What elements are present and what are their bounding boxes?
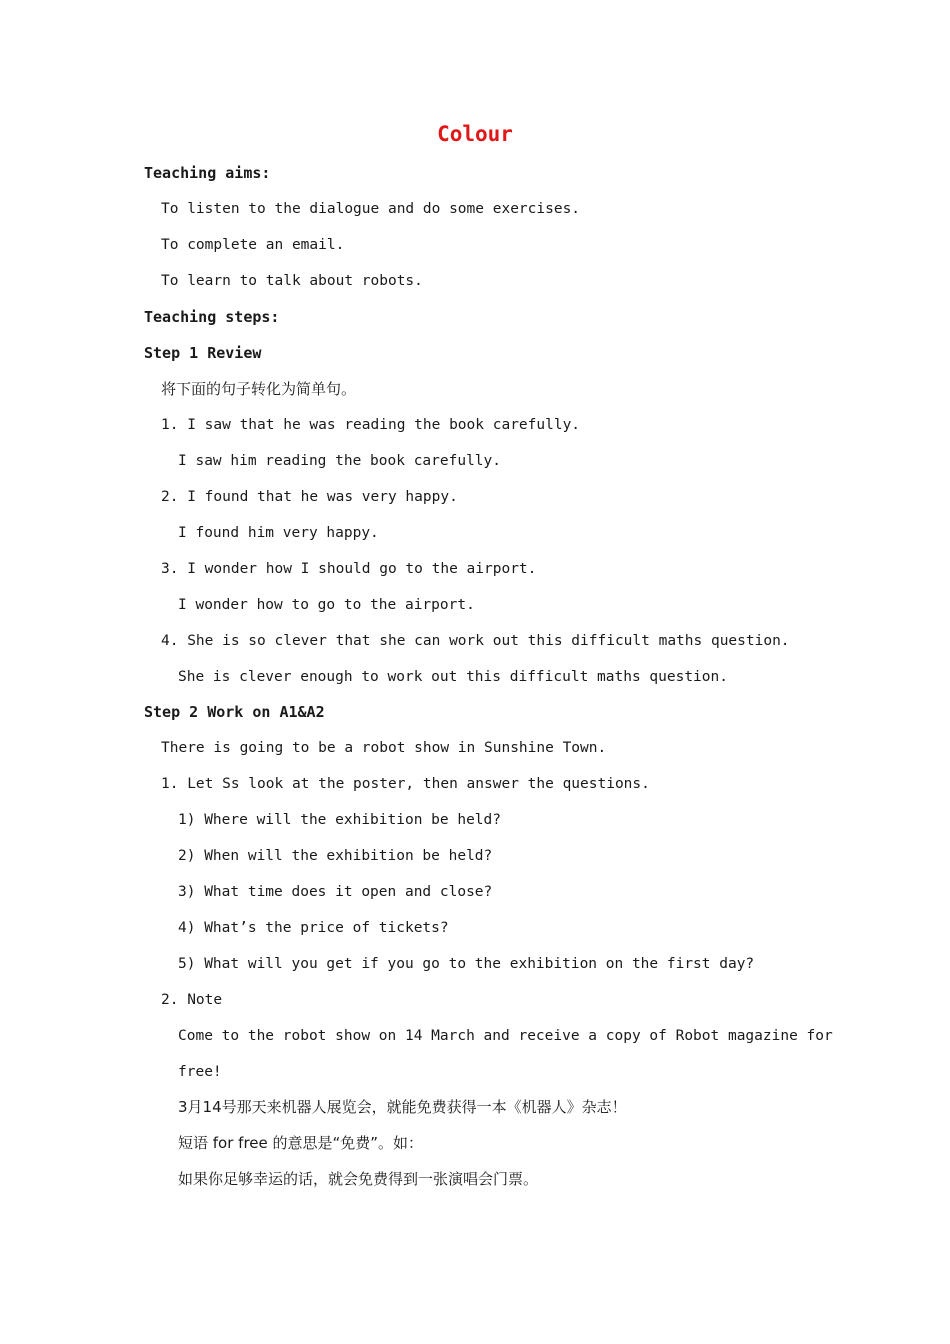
review-answer: I wonder how to go to the airport. [178, 597, 475, 613]
step2-task: 2. Note [161, 992, 223, 1008]
review-question: 4. She is so clever that she can work out this difficult maths question. [161, 633, 790, 649]
review-question: 1. I saw that he was reading the book carefully. [161, 417, 581, 433]
poster-question: 2) When will the exhibition be held? [178, 848, 493, 864]
page-title: Colour [437, 122, 513, 146]
note-text-chinese: 短语 for free 的意思是“免费”。如： [178, 1134, 424, 1152]
note-text: free! [178, 1064, 222, 1080]
step1-instruction: 将下面的句子转化为简单句。 [161, 380, 357, 398]
poster-question: 1) Where will the exhibition be held? [178, 812, 502, 828]
steps-heading: Teaching steps: [144, 308, 280, 326]
review-answer: I saw him reading the book carefully. [178, 453, 502, 469]
step2-task: 1. Let Ss look at the poster, then answer the questions. [161, 776, 650, 792]
note-text: Come to the robot show on 14 March and receive a copy of Robot magazine for [178, 1028, 833, 1044]
review-answer: I found him very happy. [178, 525, 379, 541]
note-text-chinese: 3月14号那天来机器人展览会，就能免费获得一本《机器人》杂志！ [178, 1098, 627, 1116]
step2-intro: There is going to be a robot show in Sunshine Town. [161, 740, 607, 756]
review-answer: She is clever enough to work out this difficult maths question. [178, 669, 728, 685]
poster-question: 3) What time does it open and close? [178, 884, 493, 900]
note-text-chinese: 如果你足够幸运的话，就会免费得到一张演唱会门票。 [178, 1170, 539, 1188]
step1-heading: Step 1 Review [144, 344, 262, 362]
aim-item: To learn to talk about robots. [161, 273, 423, 289]
step2-heading: Step 2 Work on A1&A2 [144, 703, 325, 721]
review-question: 2. I found that he was very happy. [161, 489, 458, 505]
aim-item: To complete an email. [161, 237, 345, 253]
poster-question: 5) What will you get if you go to the exhibition on the first day? [178, 956, 755, 972]
review-question: 3. I wonder how I should go to the airport. [161, 561, 537, 577]
aims-heading: Teaching aims: [144, 164, 271, 182]
poster-question: 4) What’s the price of tickets? [178, 920, 449, 936]
aim-item: To listen to the dialogue and do some exercises. [161, 201, 581, 217]
